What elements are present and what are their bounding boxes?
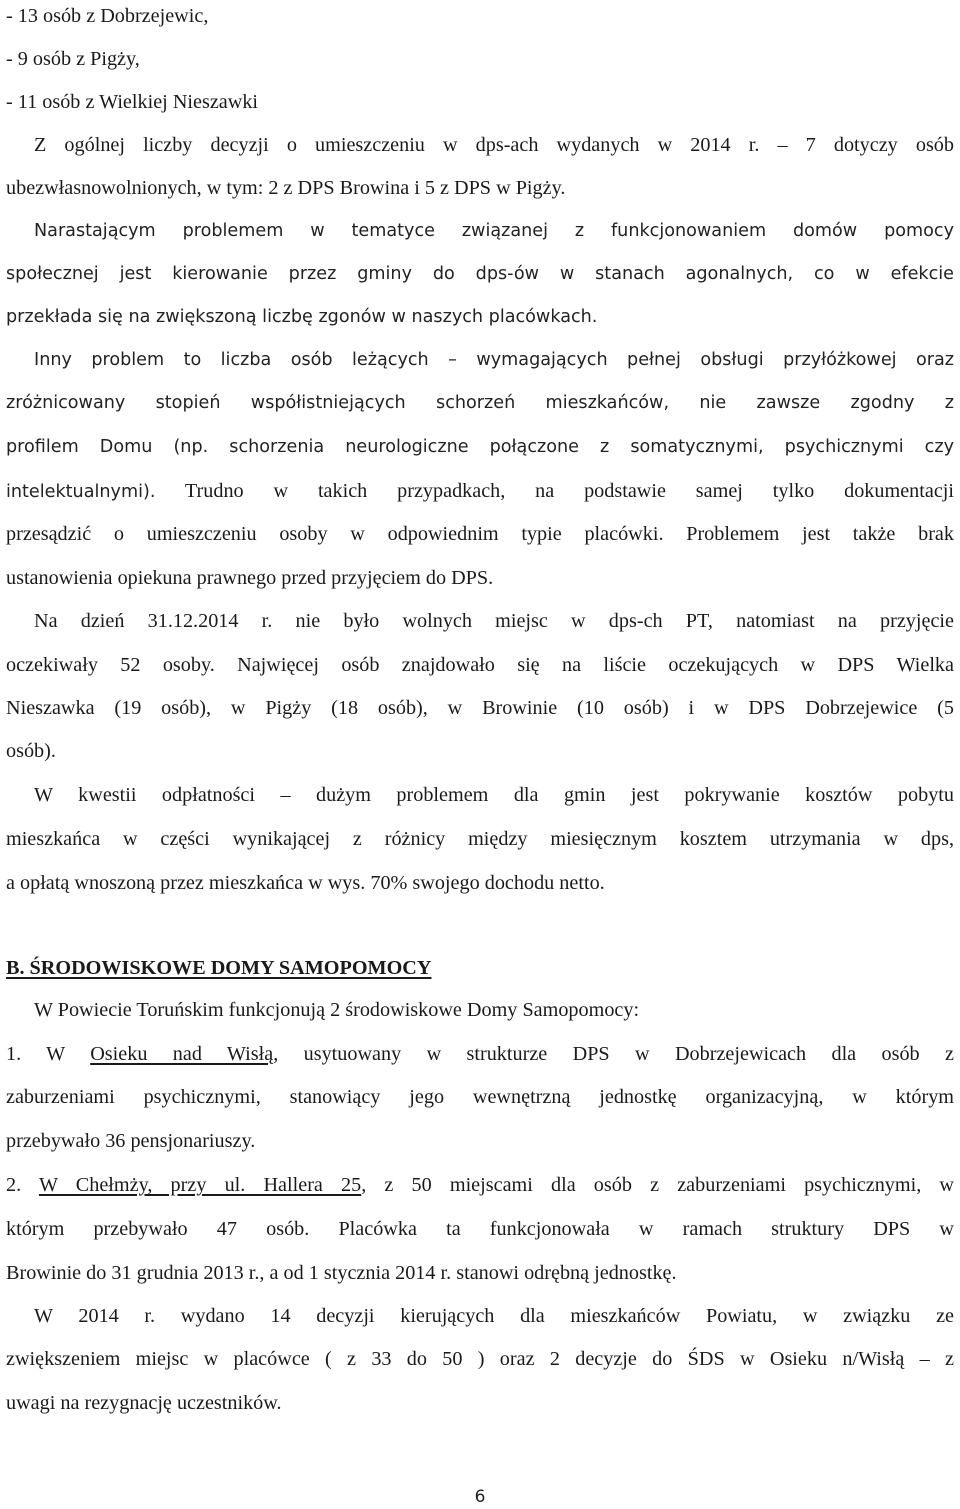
- text-span: intelektualnymi).: [6, 482, 156, 502]
- list-item: - 13 osób z Dobrzejewic,: [6, 5, 209, 27]
- paragraph-line: ustanowienia opiekuna prawnego przed przyjęciem do DPS.: [6, 567, 494, 589]
- paragraph-line: [6, 479, 954, 503]
- paragraph-line: mieszkańca w części wynikającej z różnicy między miesięcznym kosztem utrzymania w dps,: [6, 828, 954, 850]
- paragraph-line: a opłatą wnoszoną przez mieszkańca w wys. 70% swojego dochodu netto.: [6, 872, 605, 894]
- text-span: Trudno w takich przypadkach, na podstawie samej tylko dokumentacji: [155, 480, 954, 502]
- paragraph-line: którym przebywało 47 osób. Placówka ta funkcjonowała w ramach struktury DPS w: [6, 1218, 954, 1240]
- paragraph-line: zaburzeniami psychicznymi, stanowiący jego wewnętrzną jednostkę organizacyjną, w którym: [6, 1086, 954, 1108]
- paragraph-line: ubezwłasnowolnionych, w tym: 2 z DPS Browina i 5 z DPS w Pigży.: [6, 177, 566, 199]
- paragraph-line: uwagi na rezygnację uczestników.: [6, 1392, 282, 1414]
- paragraph-line: osób).: [6, 740, 56, 762]
- text-span: profilem Domu (np.: [6, 437, 209, 457]
- paragraph-line: W 2014 r. wydano 14 decyzji kierujących dla mieszkańców Powiatu, w związku ze: [34, 1305, 954, 1327]
- place-name: Osieku nad Wisłą: [90, 1043, 274, 1065]
- list-item: - 9 osób z Pigży,: [6, 48, 140, 70]
- paragraph-line: społecznej jest kierowanie przez gminy do dps-ów w stanach agonalnych, co w efekcie: [6, 264, 954, 284]
- paragraph-line: Z ogólnej liczby decyzji o umieszczeniu w dps-ach wydanych w 2014 r. – 7 dotyczy osób: [34, 134, 954, 156]
- list-item: [6, 1042, 954, 1066]
- paragraph-line: [6, 653, 954, 677]
- list-item: - 11 osób z Wielkiej Nieszawki: [6, 91, 259, 113]
- paragraph-line: Narastającym problemem w tematyce związanej z funkcjonowaniem domów pomocy: [34, 221, 954, 241]
- text-span: oczekiwały 52 osoby.: [6, 654, 215, 676]
- paragraph-line: przebywało 36 pensjonariuszy.: [6, 1130, 256, 1152]
- text-span: przesądzić o umieszczeniu osoby w odpowiednim typie placówki.: [6, 523, 664, 545]
- text-span: Problemem jest także brak: [663, 523, 954, 545]
- text-span: schorzenia neurologiczne połączone z somatycznymi, psychicznymi czy: [208, 437, 954, 457]
- paragraph-line: Inny problem to liczba osób leżących – wymagających pełnej obsługi przyłóżkowej oraz: [34, 350, 954, 370]
- section-heading: B. ŚRODOWISKOWE DOMY SAMOPOMOCY: [6, 957, 432, 979]
- item-number: 2.: [6, 1174, 39, 1196]
- item-number: 1. W: [6, 1043, 91, 1065]
- place-name: W Chełmży, przy ul. Hallera 25: [38, 1174, 362, 1196]
- paragraph-line: W kwestii odpłatności – dużym problemem dla gmin jest pokrywanie kosztów pobytu: [34, 784, 954, 806]
- text-span: Najwięcej osób znajdowało się na liście oczekujących w DPS Wielka: [214, 654, 954, 676]
- paragraph-line: [6, 435, 954, 459]
- paragraph-line: Na dzień 31.12.2014 r. nie było wolnych miejsc w dps-ch PT, natomiast na przyjęcie: [34, 610, 954, 632]
- text-span: , usytuowany w strukturze DPS w Dobrzejewicach dla osób z: [273, 1043, 954, 1065]
- text-span: , z 50 miejscami dla osób z zaburzeniami psychicznymi, w: [361, 1174, 954, 1196]
- paragraph-line: Nieszawka (19 osób), w Pigży (18 osób), w Browinie (10 osób) i w DPS Dobrzejewice (5: [6, 697, 954, 719]
- paragraph-line: [6, 522, 954, 546]
- section-intro: W Powiecie Toruńskim funkcjonują 2 środowiskowe Domy Samopomocy:: [34, 999, 640, 1021]
- page-number: 6: [474, 1487, 486, 1507]
- paragraph-line: zwiększeniem miejsc w placówce ( z 33 do 50 ) oraz 2 decyzje do ŚDS w Osieku n/Wisłą – z: [6, 1348, 954, 1370]
- paragraph-line: zróżnicowany stopień współistniejących schorzeń mieszkańców, nie zawsze zgodny z: [6, 393, 954, 413]
- list-item: [6, 1173, 954, 1197]
- paragraph-line: przekłada się na zwiększoną liczbę zgonów w naszych placówkach.: [6, 307, 598, 327]
- paragraph-line: Browinie do 31 grudnia 2013 r., a od 1 stycznia 2014 r. stanowi odrębną jednostkę.: [6, 1262, 677, 1284]
